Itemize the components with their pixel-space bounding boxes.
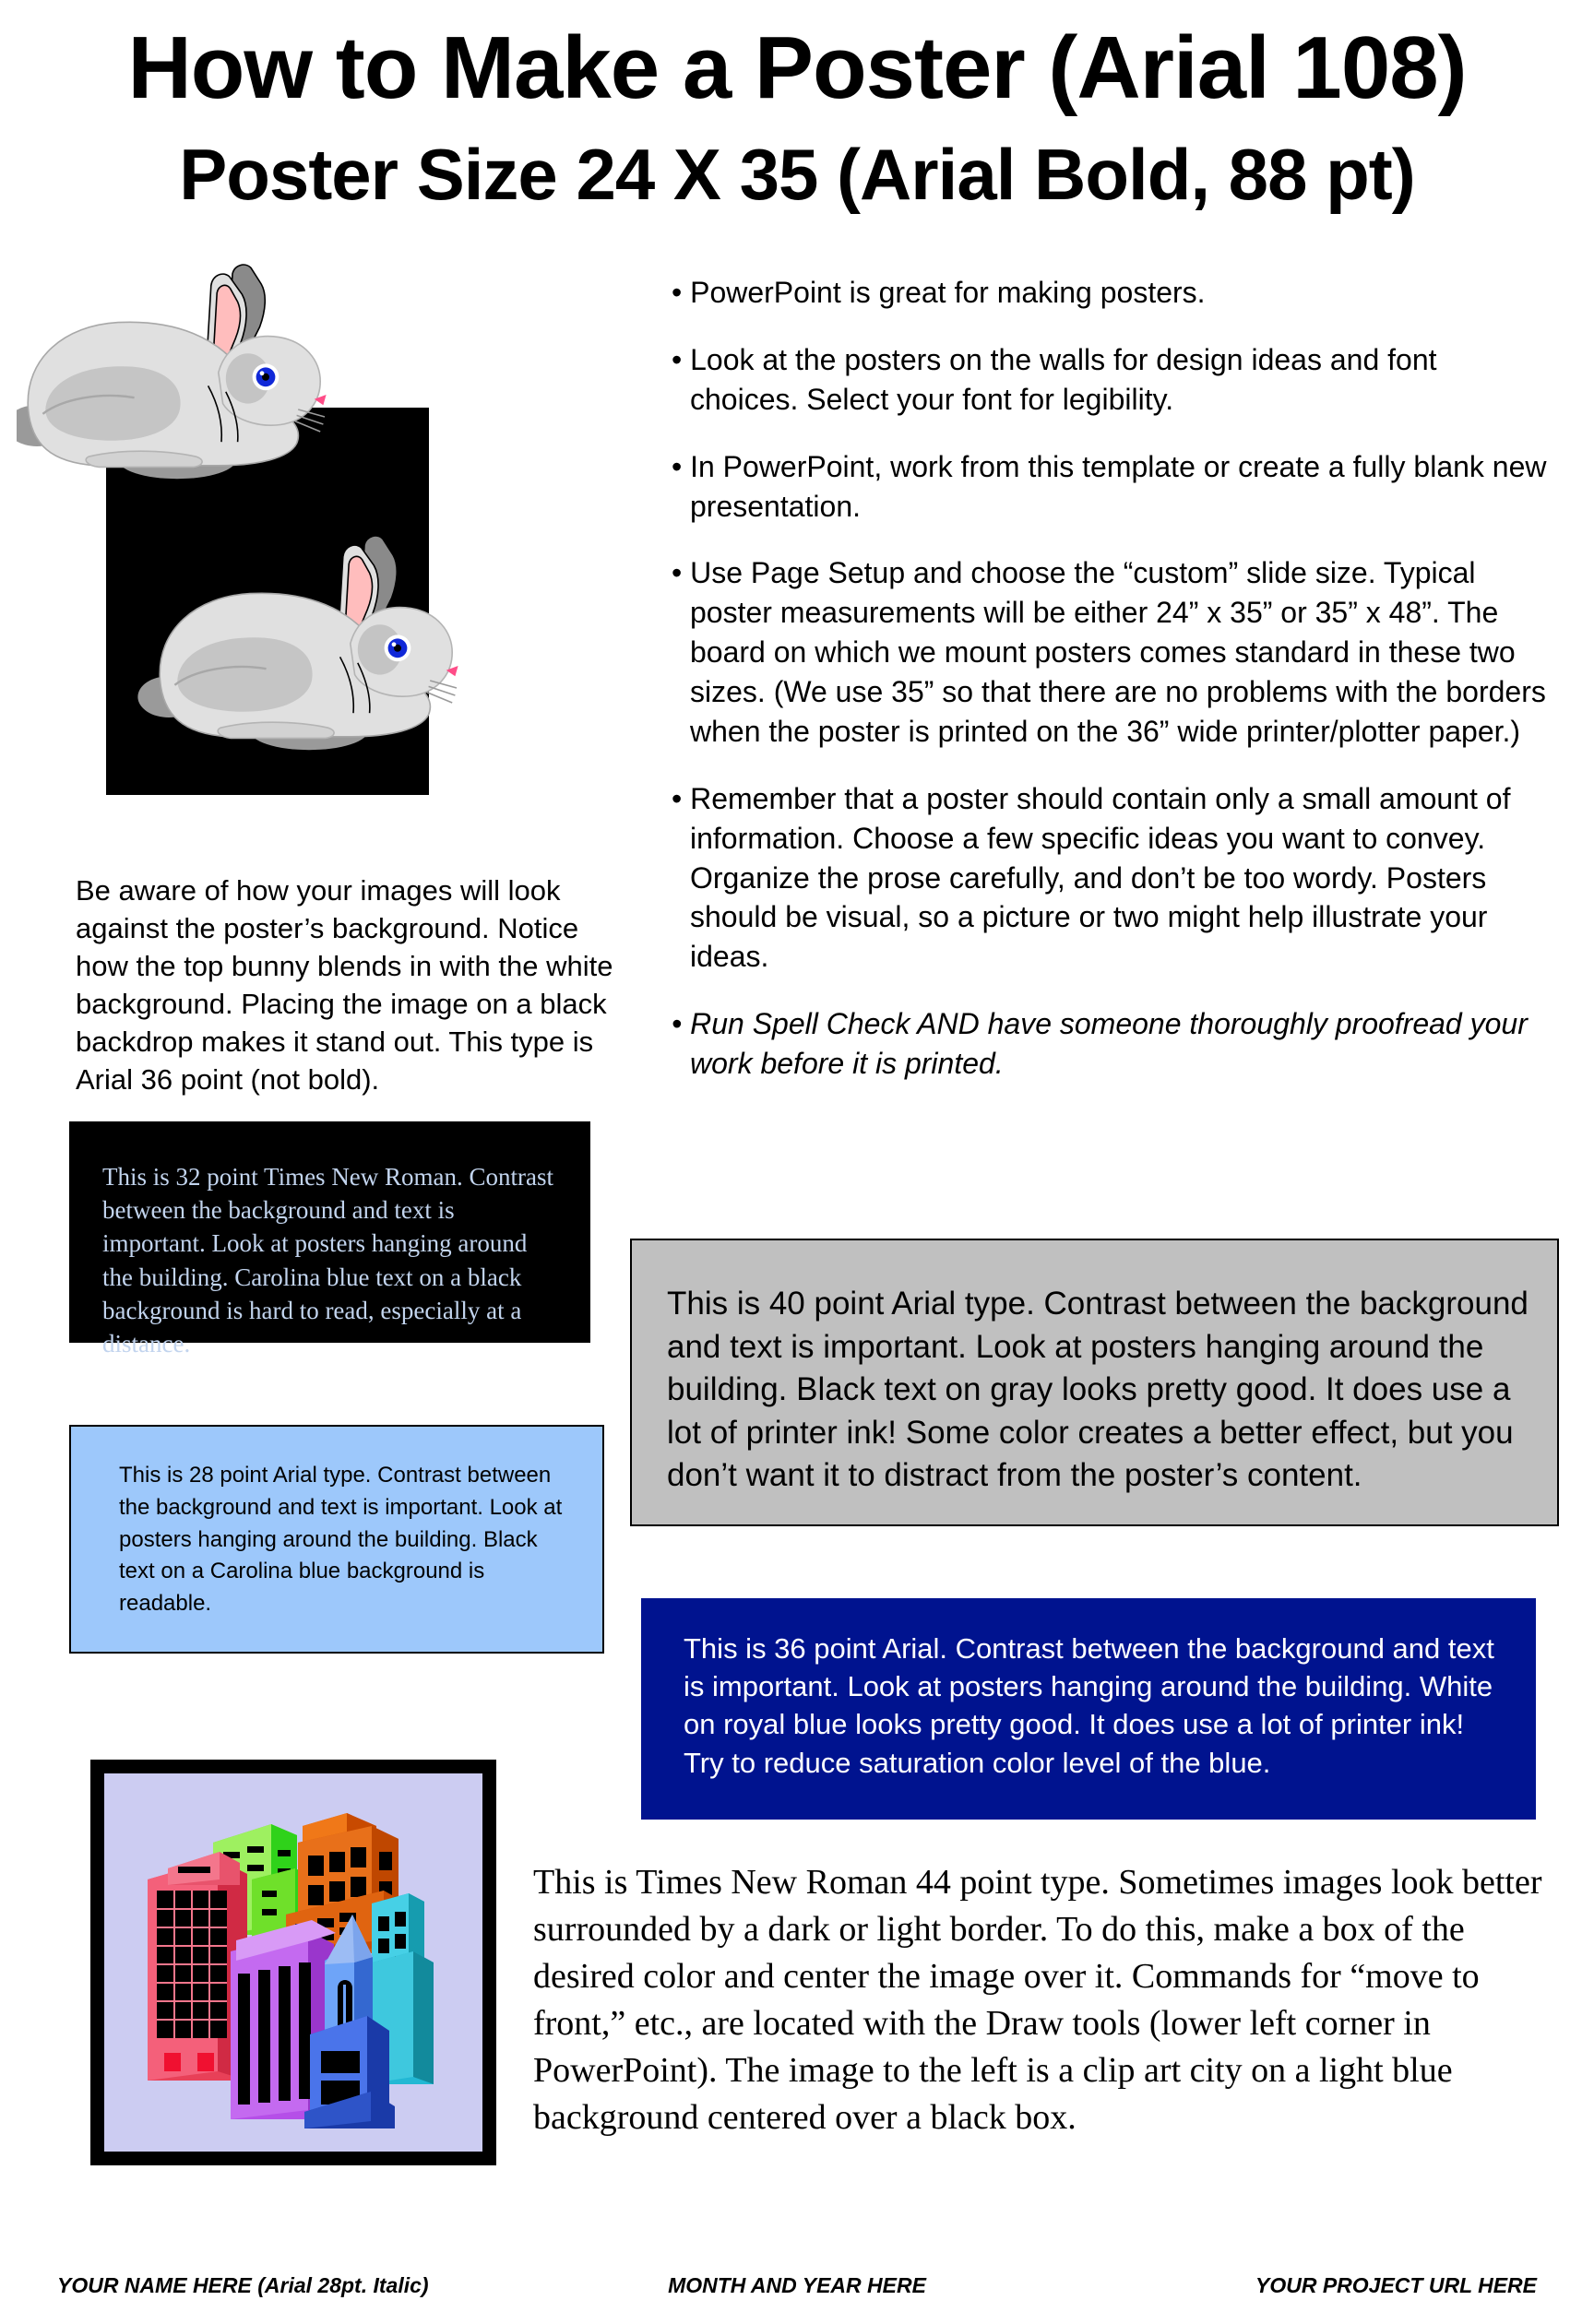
bullet-item: • Remember that a poster should contain only a small amount of information. Choose a few specific ideas you want to convey. Organize the prose carefully, and don’t be too wordy. Posters should be visual, so a picture or two might help illustrate your ideas. [672, 781, 1511, 974]
carolina-box-text: This is 28 point Arial type. Contrast between the background and text is important. Look at posters hanging around the building. Black text on a Carolina blue background is readable. [119, 1463, 563, 1617]
page-subtitle: Poster Size 24 X 35 (Arial Bold, 88 pt) [179, 134, 1415, 215]
carolina-blue-sample-box [69, 1425, 604, 1654]
bullet-item: • Look at the posters on the walls for design ideas and font choices. Select your font for legibility. [672, 342, 1437, 416]
gray-background-sample-box [630, 1239, 1559, 1526]
bullet-item: • Use Page Setup and choose the “custom” slide size. Typical poster measurements will be either 24” x 35” or 35” x 48”. The board on which we mount posters comes standard in these two sizes. (We use 35” so that there are no problems with the borders when the poster is printed on the 36” wide printer/plotter paper.) [672, 556, 1546, 748]
black-box-text: This is 32 point Times New Roman. Contrast between the background and text is important. Look at posters hanging around the building. Carolina blue text on a black background is hard to read, especially at a distance. [102, 1163, 554, 1358]
image-caption-text: Be aware of how your images will look against the poster’s background. Notice how the top bunny blends in with the white background. Placing the image on a black backdrop makes it stand out. This type is Arial 36 point (not bold). [76, 874, 613, 1096]
footer-date-placeholder: MONTH AND YEAR HERE [668, 2272, 926, 2297]
city-skyline-clip-art [90, 1760, 496, 2165]
page-title: How to Make a Poster (Arial 108) [127, 18, 1467, 117]
times-new-roman-paragraph: This is Times New Roman 44 point type. Sometimes images look better surrounded by a dark or light border. To do this, make a box of the desired color and center the image over it. Commands for “move to front,” etc., are located with the Draw tools (lower left corner in PowerPoint). The image to the left is a clip art city on a light blue background centered over a black box. [533, 1863, 1542, 2137]
bullet-item: • PowerPoint is great for making posters. [672, 276, 1206, 309]
bullet-item-spellcheck: • Run Spell Check AND have someone thoroughly proofread your work before it is printed. [672, 1007, 1528, 1080]
footer-url-placeholder: YOUR PROJECT URL HERE [1255, 2272, 1537, 2297]
bullet-list [672, 273, 1552, 1084]
royal-blue-sample-box [641, 1598, 1536, 1820]
bullet-item: • In PowerPoint, work from this template or create a fully blank new presentation. [672, 449, 1547, 523]
rabbit-top [17, 265, 327, 479]
royal-box-text: This is 36 point Arial. Contrast between the background and text is important. Look at posters hanging around the building. White on royal blue looks pretty good. It does use a lot of printer ink! Try to reduce saturation color level of the blue. [684, 1632, 1494, 1779]
footer-name-placeholder: YOUR NAME HERE (Arial 28pt. Italic) [57, 2272, 429, 2297]
gray-box-text: This is 40 point Arial type. Contrast between the background and text is important. Look at posters hanging around the building. Black text on gray looks pretty good. It does use a lot of printer ink! Some color creates a better effect, but you don’t want it to distract from the poster’s content. [667, 1286, 1529, 1494]
two-rabbits-clip-art [17, 255, 625, 845]
poster-footer [0, 2267, 1594, 2304]
black-background-sample-box [69, 1121, 590, 1358]
